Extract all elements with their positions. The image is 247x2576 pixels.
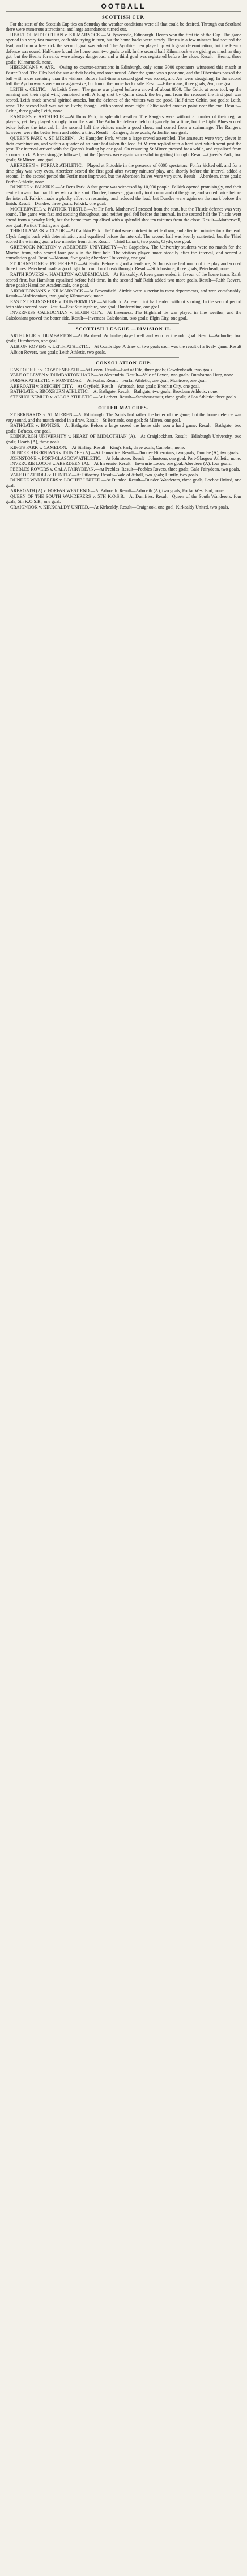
section-heading: OTHER MATCHES. — [98, 405, 149, 411]
match-report-paragraph: PEEBLES ROVERS v. GALA FAIRYDEAN.—At Peebles. Result—Peebles Rovers, three goals; Gala Fairydean, two goals. — [10, 466, 240, 472]
match-report-paragraph: ARBROATH v. BRECHIN CITY.—At Gayfield. Result—Arbroath, four goals; Brechin City, one goal. — [10, 383, 200, 389]
match-report-paragraph: CRAIGNOOK v. KIRKCALDY UNITED.—At Kirkcaldy. Result—Craignook, one goal; Kirkcaldy United, two goals. — [10, 505, 229, 510]
match-report-paragraph: ABERDEEN v. FORFAR ATHLETIC.—Played at Pittodrie in the presence of 6000 spectators. Forfar kicked off, and for a time play was very even. Aberdeen scored the first goal after twenty minutes' play, and shortly before the interval added a second. In the second period the Forfar men improved, but the Aberdeen halves were very sure. Result—Aberdeen, three goals; Forfar Athletic, none. — [6, 163, 241, 184]
match-report-paragraph: INVERNESS CALEDONIAN v. ELGIN CITY.—At Inverness. The Highland tie was played in fine weather, and the Caledonians proved the better side. Result—Inverness Caledonian, two goals; Elgin City, one goal. — [6, 310, 241, 321]
match-report-paragraph: QUEEN'S PARK v. ST MIRREN.—At Hampden Park, where a large crowd assembled. The amateurs were very clever in their combination, and within a quarter of an hour had taken the lead. St Mirren replied with a hard shot which went past the post. The interval arrived with the Queen's leading by one goal. On resuming St Mirren pressed for a while, and equalised from a corner kick. A keen struggle followed, but the Queen's were again successful in getting through. Result—Queen's Park, two goals; St Mirren, one goal. — [6, 136, 241, 163]
match-report-paragraph: DUNDEE WANDERERS v. LOCHEE UNITED.—At Dundee. Result—Dundee Wanderers, three goals; Lochee United, one goal. — [6, 477, 241, 488]
match-report-paragraph: HIBERNIANS v. AYR.—Owing to counter-attractions in Edinburgh, only some 3000 spectators witnessed this match at Easter Road. The Hibs had the sun at their backs, and soon netted. After the game was a poor one, and the Hibernians passed the ball with more certainty than the visitors. Before half-time a second goal was scored, and Ayr were struggling. In the second half the Ayr forwards were more aggressive, but found the home backs safe. Result—Hibernians, three goals; Ayr, one goal. — [6, 65, 241, 87]
match-report-paragraph: DUNDEE v. FALKIRK.—At Dens Park. A fast game was witnessed by 10,000 people. Falkirk opened promisingly, and their centre forward had hard lines with a fine shot. Dundee, however, gradually took command of the game, and scored twice before the interval. Falkirk made a plucky effort on resuming, and reduced the lead, but Dundee were again on the mark before the finish. Result—Dundee, three goals; Falkirk, one goal. — [6, 184, 241, 207]
match-report-paragraph: INVERURIE LOCOS v. ABERDEEN (A).—At Inverurie. Result—Inverurie Locos, one goal; Aberdeen (A), four goals. — [10, 461, 232, 467]
match-report-paragraph: DUNDEE HIBERNIANS v. DUNDEE (A).—At Tannadice. Result—Dundee Hibernians, two goals; Dundee (A), two goals. — [10, 450, 240, 456]
match-report-paragraph: BATHGATE v. BO'NESS.—At Bathgate. Before a large crowd the home side won a hard game. Result—Bathgate, two goals; Bo'ness, one goal. — [6, 423, 241, 434]
match-report-paragraph: RAITH ROVERS v. HAMILTON ACADEMICALS.—At Kirkcaldy. A keen game ended in favour of the home team. Raith scored first, but Hamilton equalised before half-time. In the second half Raith added two more goals. Result—Raith Rovers, three goals; Hamilton Academicals, one goal. — [6, 271, 241, 288]
match-report-paragraph: GREENOCK MORTON v. ABERDEEN UNIVERSITY.—At Cappielow. The University students were no match for the Morton team, who scored four goals in the first half. The visitors played more steadily after the interval, and scored a consolation goal. Result—Morton, five goals; Aberdeen University, one goal. — [6, 244, 241, 261]
section-heading: SCOTTISH LEAGUE.—DIVISION II. — [75, 326, 172, 332]
match-report-paragraph: ARTHURLIE v. DUMBARTON.—At Barrhead. Arthurlie played well and won by the odd goal. Result—Arthurlie, two goals; Dumbarton, one goal. — [6, 333, 241, 344]
section-divider — [68, 323, 179, 324]
match-report-paragraph: FORFAR ATHLETIC v. MONTROSE.—At Forfar. Result—Forfar Athletic, one goal; Montrose, one goal. — [10, 378, 207, 383]
match-report-paragraph: LEITH v. CELTIC.—At Leith Green. The game was played before a crowd of about 8000. The Celtic at once took up the running and their right wing combined well. A long shot by Quinn struck the bar, and from the rebound the first goal was scored. Leith made several spirited attacks, but the defence of the visitors was too good. Half-time: Celtic, two goals; Leith, none. The second half was not so lively, though Leith showed more fight. Celtic added another point near the end. Result—Celtic, three goals; Leith, none. — [6, 86, 241, 114]
match-report-paragraph: HEART OF MIDLOTHIAN v. KILMARNOCK.—At Tynecastle, Edinburgh. Hearts won the first tie of the Cup. The game opened in a very fast manner, each side trying in turn, but the home backs were steady. Hearts in a few minutes had secured the lead, and from a free kick the second goal was added. The Ayrshire men played up with great determination, but the Hearts defence was sound. Half-time found the home team two goals to nil. In the second half Kilmarnock were giving as much as they got, but the Hearts forwards were always dangerous, and a third goal was registered before the close. Result—Hearts, three goals; Kilmarnock, none. — [6, 32, 241, 65]
section-heading: CONSOLATION CUP. — [95, 360, 152, 366]
match-report-paragraph: BATHGATE v. BROXBURN ATHLETIC.—At Bathgate. Result—Bathgate, two goals; Broxburn Athletic, none. — [10, 389, 219, 395]
match-report-paragraph: JOHNSTONE v. PORT-GLASGOW ATHLETIC.—At Johnstone. Result—Johnstone, one goal; Port-Glasgow Athletic, none. — [10, 455, 241, 461]
match-report-paragraph: STENHOUSEMUIR v. ALLOA ATHLETIC.—At Larbert. Result—Stenhousemuir, three goals; Alloa Athletic, three goals. — [10, 394, 237, 400]
match-report-paragraph: For the start of the Scottish Cup ties on Saturday the weather conditions were all that could be desired. Through out Scotland there were numerous attractions, and large attendances turned out. — [6, 21, 241, 32]
article-column — [6, 15, 241, 510]
section-heading: SCOTTISH CUP. — [102, 15, 145, 20]
match-report-paragraph: VALE OF LEVEN v. DUMBARTON HARP.—At Alexandria. Result—Vale of Leven, two goals; Dumbarton Harp, none. — [10, 372, 235, 378]
match-report-paragraph: ARBROATH (A) v. FORFAR WEST END.—At Arbroath. Result—Arbroath (A), two goals; Forfar West End, none. — [10, 488, 225, 494]
page-title: OOTBALL — [101, 2, 146, 10]
match-report-paragraph: KING'S PARK v. CAMELON.—At Stirling. Result—King's Park, three goals; Camelon, none. — [10, 444, 185, 450]
match-report-paragraph: EAST OF FIFE v. COWDENBEATH.—At Leven. Result—East of Fife, three goals; Cowdenbeath, two goals. — [10, 367, 214, 372]
match-report-paragraph: THIRD LANARK v. CLYDE.—At Cathkin Park. The Third were quickest to settle down, and after ten minutes took the lead. Clyde fought back with determination, and equalised before the interval. The second half was keenly contested, but the Third scored the winning goal a few minutes from time. Result—Third Lanark, two goals; Clyde, one goal. — [6, 228, 241, 245]
match-report-paragraph: EAST STIRLINGSHIRE v. DUNFERMLINE.—At Falkirk. An even first half ended without scoring. In the second period both sides scored once. Result—East Stirlingshire, one goal; Dunfermline, one goal. — [6, 299, 241, 310]
section-divider — [68, 357, 179, 358]
match-report-paragraph: ST JOHNSTONE v. PETERHEAD.—At Perth. Before a good attendance, St Johnstone had much of the play and scored three times. Peterhead made a good fight but could not break through. Result—St Johnstone, three goals; Peterhead, none. — [6, 261, 241, 272]
match-report-paragraph: QUEEN OF THE SOUTH WANDERERS v. 5TH K.O.S.B.—At Dumfries. Result—Queen of the South Wanderers, four goals; 5th K.O.S.B., one goal. — [6, 493, 241, 505]
match-report-paragraph: EDINBURGH UNIVERSITY v. HEART OF MIDLOTHIAN (A).—At Craiglockhart. Result—Edinburgh University, two goals; Hearts (A), three goals. — [6, 434, 241, 444]
match-report-paragraph: ST BERNARDS v. ST MIRREN.—At Edinburgh. The Saints had rather the better of the game, but the home defence was very sound, and the match ended in a draw. Result—St Bernards, one goal; St Mirren, one goal. — [6, 412, 241, 423]
page-header — [6, 2, 241, 12]
match-report-paragraph: ALBION ROVERS v. LEITH ATHLETIC.—At Coatbridge. A draw of two goals each was the result of a lively game. Result—Albion Rovers, two goals; Leith Athletic, two goals. — [6, 344, 241, 355]
match-report-paragraph: RANGERS v. ARTHURLIE.—At Ibrox Park, in splendid weather. The Rangers were without a number of their regular players, yet they played strongly from the start. The Arthurlie defence held out gamely for a time, but the Light Blues scored twice before the interval. In the second half the visitors made a good show, and scored from a scrimmage. The Rangers, however, were the better team and added a third. Result—Rangers, three goals; Arthurlie, one goal. — [6, 114, 241, 136]
match-report-paragraph: AIRDRIEONIANS v. KILMARNOCK.—At Broomfield. Airdrie were superior in most departments, and won comfortably. Result—Airdrieonians, two goals; Kilmarnock, none. — [6, 288, 241, 299]
match-report-paragraph: VALE OF ATHOLL v. HUNTLY.—At Pitlochry. Result—Vale of Atholl, two goals; Huntly, two goals. — [10, 472, 199, 477]
match-report-paragraph: MOTHERWELL v. PARTICK THISTLE.—At Fir Park. Motherwell pressed from the start, but the Thistle defence was very sound. The game was fast and exciting throughout, and neither goal fell before the interval. In the second half the Thistle went ahead from a penalty kick, but the home team equalised with a splendid shot ten minutes from the close. Result—Motherwell, one goal; Partick Thistle, one goal. — [6, 206, 241, 228]
